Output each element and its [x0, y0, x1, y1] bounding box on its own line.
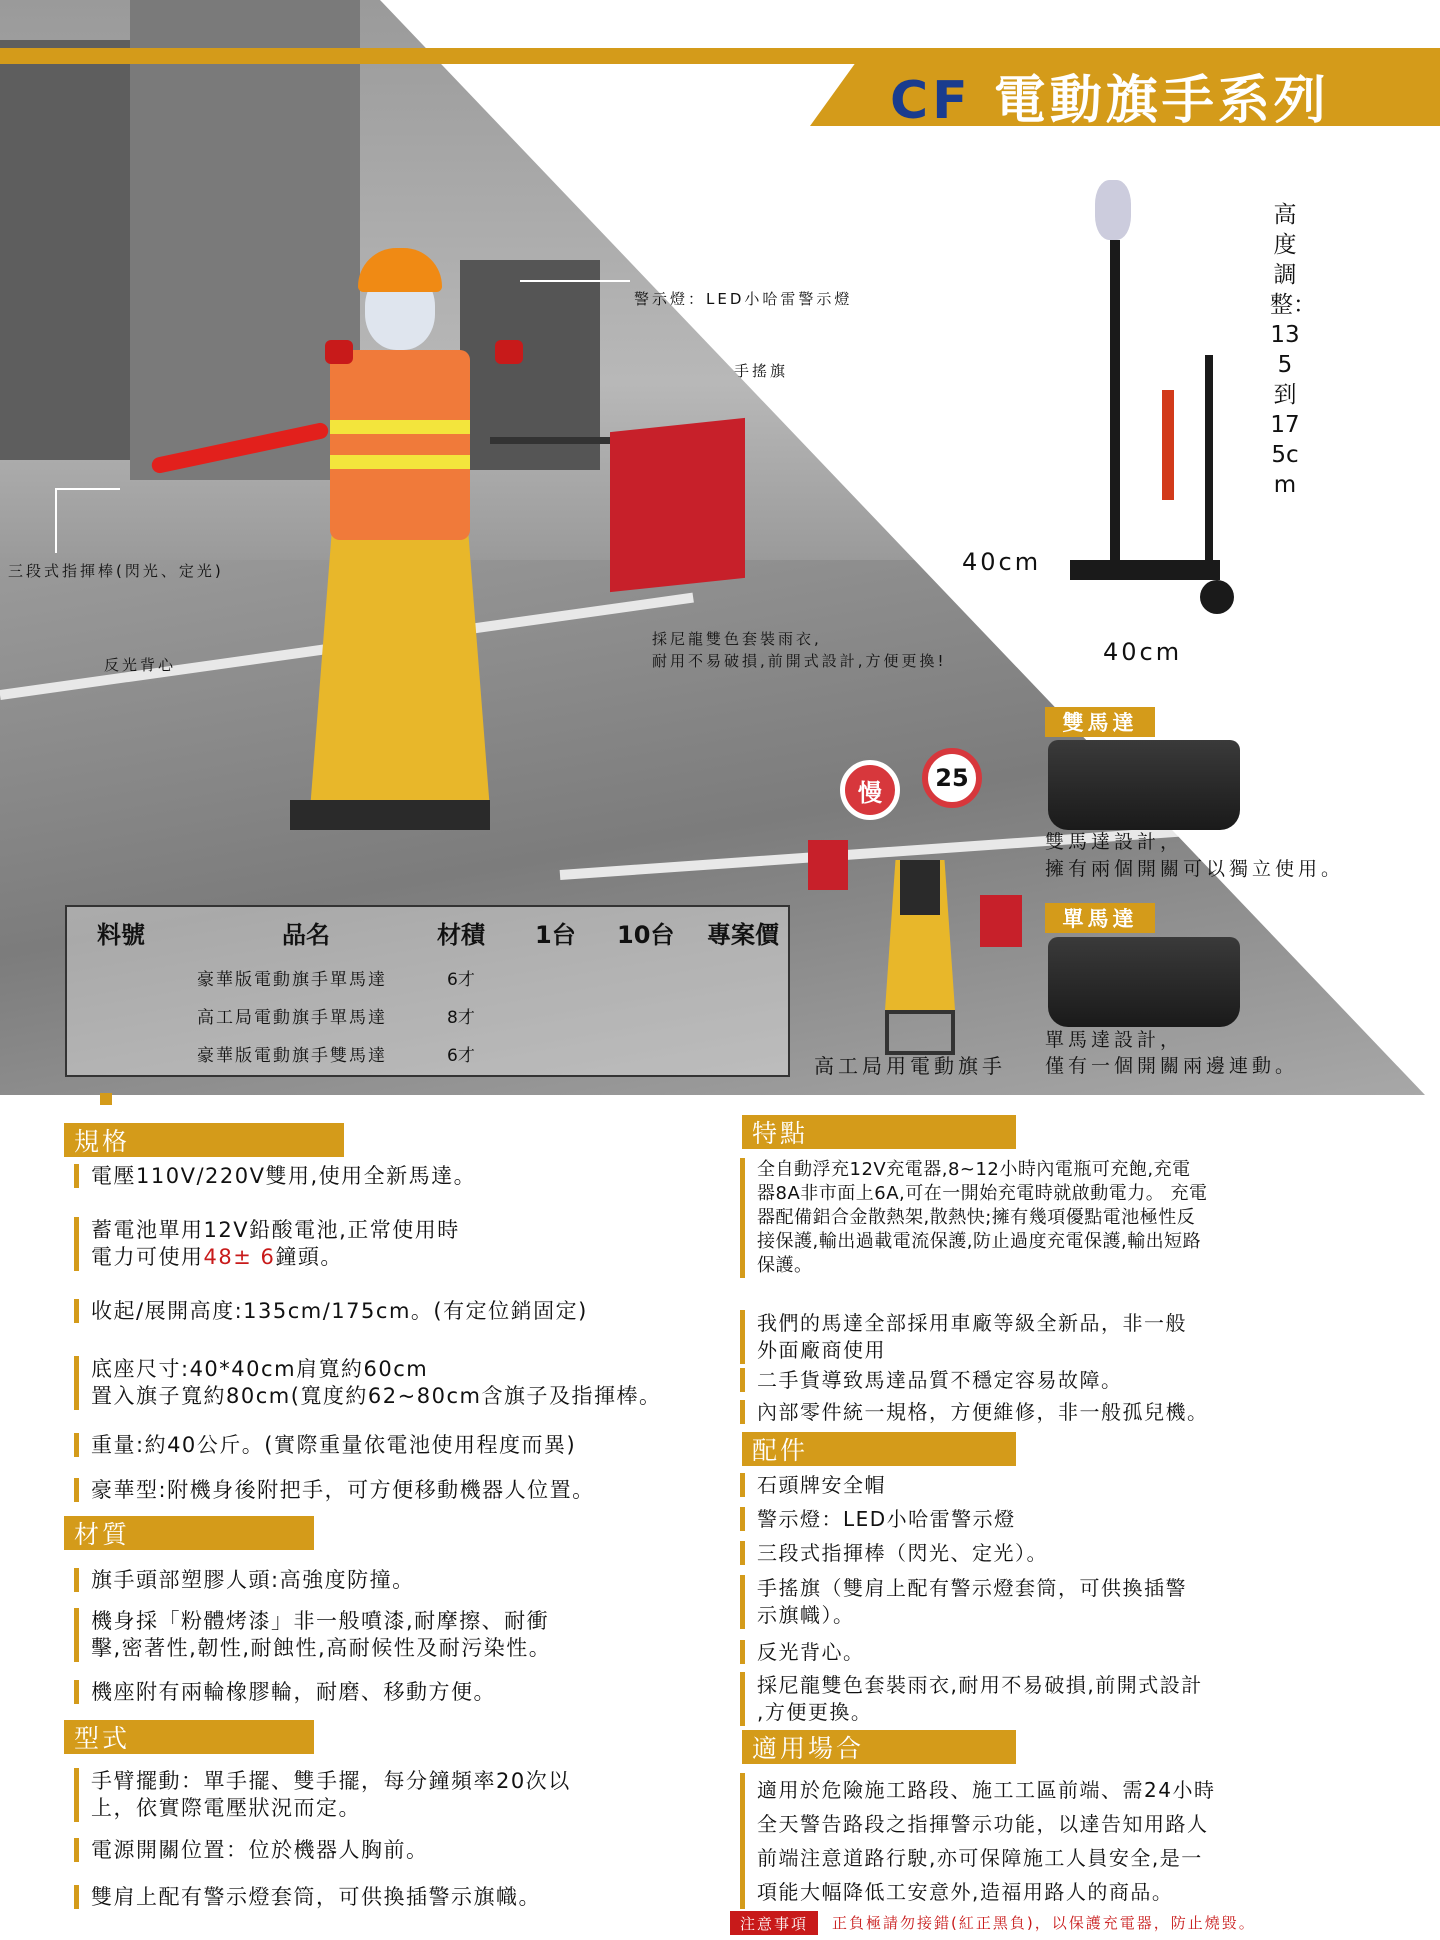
- double-motor-desc-1: 雙馬達設計，: [1045, 831, 1184, 853]
- spec-item: 收起/展開高度:135cm/175cm。(有定位銷固定): [74, 1299, 588, 1323]
- col-header: 品名: [282, 921, 330, 949]
- row-volume: 6才: [447, 970, 475, 990]
- row-name: 高工局電動旗手單馬達: [197, 1008, 387, 1028]
- spec-item: 重量:約40公斤。(實際重量依電池使用程度而異): [74, 1433, 576, 1457]
- double-motor-label: 雙馬達: [1045, 707, 1155, 737]
- usage-heading: 適用場合: [742, 1730, 1016, 1764]
- red-flag-image: [610, 418, 745, 592]
- spec-heading: 規格: [64, 1123, 344, 1157]
- double-motor-desc-2: 擁有兩個開關可以獨立使用。: [1045, 858, 1345, 880]
- usage-item: 適用於危險施工路段、施工工區前端、需24小時 全天警告路段之指揮警示功能，以達告知用路人 前端注意道路行駛,亦可保障施工人員安全,是一 項能大幅降低工安意外,造福用路人的商品。: [740, 1773, 1215, 1909]
- callout-raincoat-2: 耐用不易破損,前開式設計,方便更換!: [652, 652, 947, 670]
- material-item: 旗手頭部塑膠人頭:高強度防撞。: [74, 1568, 415, 1592]
- sign-slow: 慢: [840, 760, 900, 820]
- price-table: [65, 905, 790, 1077]
- sign-speed: 25: [922, 748, 982, 808]
- features-item: 內部零件統一規格，方便維修，非一般孤兒機。: [740, 1400, 1209, 1424]
- callout-line: [520, 280, 630, 282]
- spec-item: 蓄電池單用12V鉛酸電池,正常使用時 電力可使用48± 6鐘頭。: [74, 1217, 460, 1271]
- accent-square: [100, 1093, 112, 1105]
- col-header: 1台: [535, 921, 576, 949]
- single-motor-image: [1048, 937, 1240, 1027]
- hwy-bureau-robot-image: [800, 760, 1030, 1060]
- type-item: 電源開關位置：位於機器人胸前。: [74, 1838, 429, 1862]
- material-item: 機座附有兩輪橡膠輪，耐磨、移動方便。: [74, 1680, 496, 1704]
- accessories-item: 警示燈：LED小哈雷警示燈: [740, 1507, 1016, 1531]
- spec-item: 電壓110V/220V雙用,使用全新馬達。: [74, 1164, 476, 1188]
- callout-flag: 手搖旗: [734, 362, 789, 380]
- accessories-item: 反光背心。: [740, 1640, 865, 1664]
- features-heading: 特點: [742, 1115, 1016, 1149]
- robot-frame-image: [1065, 180, 1245, 610]
- accessories-item: 三段式指揮棒（閃光、定光）。: [740, 1541, 1048, 1565]
- row-name: 豪華版電動旗手單馬達: [197, 970, 387, 990]
- features-item: 全自動浮充12V充電器,8~12小時內電瓶可充飽,充電 器8A非市面上6A,可在一開始充電時就啟動電力。 充電 器配備鋁合金散熱架,散熱快;擁有幾項優點電池極性反 接保護,輸出過載電流保護,防止過度充電保護,輸出短路 保護。: [740, 1158, 1207, 1278]
- single-motor-label: 單馬達: [1045, 903, 1155, 933]
- accessories-heading: 配件: [742, 1432, 1016, 1466]
- page-title: CF 電動旗手系列: [890, 71, 1330, 131]
- features-item: 我們的馬達全部採用車廠等級全新品，非一般 外面廠商使用: [740, 1310, 1187, 1364]
- col-header: 料號: [97, 921, 145, 949]
- callout-light: 警示燈：LED小哈雷警示燈: [634, 290, 853, 308]
- col-header: 10台: [617, 921, 675, 949]
- warning-text: 正負極請勿接錯(紅正黑負)，以保護充電器，防止燒毀。: [832, 1914, 1256, 1932]
- double-motor-image: [1048, 740, 1240, 830]
- width-label-side: 40cm: [962, 548, 1042, 576]
- col-header: 材積: [437, 921, 485, 949]
- accessories-item: 石頭牌安全帽: [740, 1473, 886, 1497]
- flagger-robot-image: [250, 240, 550, 830]
- features-item: 二手貨導致馬達品質不穩定容易故障。: [740, 1368, 1123, 1392]
- material-heading: 材質: [64, 1516, 314, 1550]
- callout-vest: 反光背心: [104, 656, 177, 674]
- row-volume: 6才: [447, 1046, 475, 1066]
- type-heading: 型式: [64, 1720, 314, 1754]
- col-header: 專案價: [707, 921, 779, 949]
- height-adjust-label: 高度調整：135到175cm: [1270, 202, 1316, 498]
- single-motor-desc-1: 單馬達設計，: [1045, 1029, 1184, 1051]
- row-name: 豪華版電動旗手雙馬達: [197, 1046, 387, 1066]
- hwy-bureau-caption: 高工局用電動旗手: [814, 1054, 1006, 1078]
- accessories-item: 手搖旗（雙肩上配有警示燈套筒，可供換插警 示旗幟）。: [740, 1575, 1187, 1629]
- callout-line: [55, 488, 120, 553]
- warning-tag: 注意事項: [730, 1911, 818, 1935]
- spec-item: 豪華型:附機身後附把手，可方便移動機器人位置。: [74, 1478, 595, 1502]
- type-item: 手臂擺動：單手擺、雙手擺，每分鐘頻率20次以 上，依實際電壓狀況而定。: [74, 1768, 571, 1822]
- single-motor-desc-2: 僅有一個開關兩邊連動。: [1045, 1055, 1299, 1077]
- spec-item: 底座尺寸:40*40cm肩寬約60cm 置入旗子寬約80cm(寬度約62~80cm含旗子及指揮棒。: [74, 1356, 661, 1410]
- type-item: 雙肩上配有警示燈套筒，可供換插警示旗幟。: [74, 1885, 541, 1909]
- row-volume: 8才: [447, 1008, 475, 1028]
- width-label-bottom: 40cm: [1103, 638, 1183, 666]
- callout-raincoat-1: 採尼龍雙色套裝雨衣,: [652, 630, 822, 648]
- accessories-item: 採尼龍雙色套裝雨衣,耐用不易破損,前開式設計 ,方便更換。: [740, 1672, 1203, 1726]
- material-item: 機身採「粉體烤漆」非一般噴漆,耐摩擦、耐衝 擊,密著性,韌性,耐蝕性,高耐候性及耐污染性。: [74, 1608, 551, 1662]
- callout-baton: 三段式指揮棒(閃光、定光): [8, 562, 224, 580]
